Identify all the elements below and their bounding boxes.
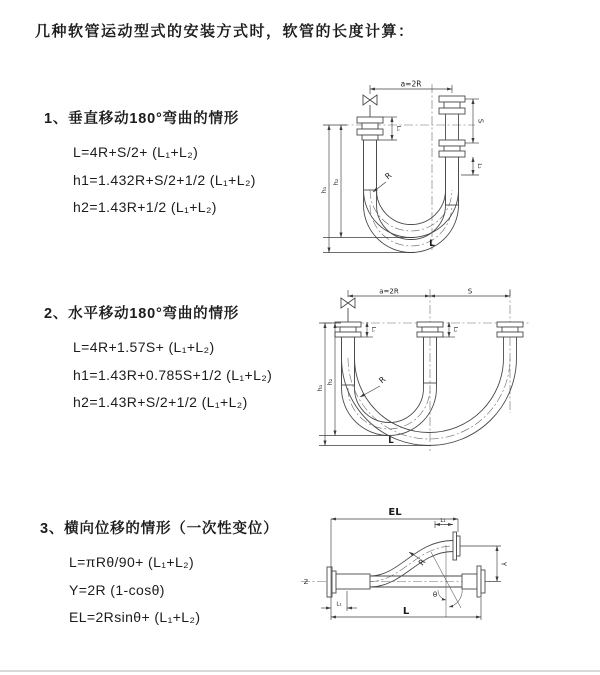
- dim-label-span: a=2R: [379, 287, 399, 296]
- formula-line: h1=1.43R+0.785S+1/2 (L₁+L₂): [73, 366, 273, 383]
- hose-body: [370, 541, 462, 588]
- dim-label-y: Y: [499, 561, 508, 567]
- section-lateral-displacement: [40, 517, 278, 632]
- braided-section: [364, 140, 377, 190]
- section-2-heading: 2、水平移动180°弯曲的情形: [44, 306, 240, 322]
- dim-label-l1-top: L₁: [440, 518, 446, 524]
- formula-line: L=4R+1.57S+ (L₁+L₂): [73, 339, 215, 355]
- dimensions: [304, 507, 508, 620]
- dim-label-l1-bottom: L₁: [336, 601, 342, 608]
- dim-label-r: R: [416, 557, 428, 568]
- formula-line: h1=1.432R+S/2+1/2 (L₁+L₂): [73, 171, 256, 188]
- dim-label-h1: h₁: [316, 384, 324, 392]
- dim-label-r: R: [377, 374, 388, 386]
- dim-label-l: L: [402, 606, 410, 617]
- dimensions: [316, 288, 510, 447]
- section-3-heading: 3、横向位移的情形（一次性变位）: [40, 521, 279, 537]
- dim-label-s: S: [476, 118, 485, 124]
- section-horizontal-180: [44, 302, 272, 417]
- dim-label-el: EL: [388, 507, 402, 518]
- dim-label-l2: L₂: [476, 163, 482, 169]
- formula-line: EL=2Rsinθ+ (L₁+L₂): [69, 609, 201, 625]
- dim-label-h1: h₁: [320, 186, 328, 194]
- centerline-z-mark: Z: [303, 578, 309, 586]
- dim-label-h2: h₂: [332, 178, 340, 186]
- valve-icon: [363, 95, 377, 105]
- dim-label-l: L: [388, 436, 394, 446]
- braided-section: [446, 157, 459, 205]
- section-vertical-180: [44, 107, 256, 222]
- dim-label-l1: L₁: [370, 326, 376, 333]
- hose-body: [342, 337, 517, 446]
- section-2-formulas: [73, 334, 272, 417]
- diagram-horizontal-180-bend: [315, 283, 600, 458]
- dim-label-l2: L₂: [452, 326, 458, 333]
- diagram-vertical-180-bend: [315, 78, 575, 258]
- dim-label-r: R: [383, 170, 394, 182]
- section-1-heading: 1、垂直移动180°弯曲的情形: [44, 111, 240, 127]
- dim-label-h2: h₂: [326, 378, 334, 386]
- dim-label-span: a=2R: [400, 79, 422, 89]
- formula-line: Y=2R (1-cosθ): [69, 581, 165, 598]
- dim-label-s: S: [467, 287, 473, 296]
- end-fittings: [357, 95, 465, 157]
- dim-label-l: L: [429, 239, 435, 249]
- diagram-lateral-displacement: [295, 495, 600, 660]
- page-edge-line: [0, 670, 600, 672]
- end-fittings: [335, 298, 523, 337]
- formula-line: L=πRθ/90+ (L₁+L₂): [69, 554, 195, 570]
- valve-icon: [341, 298, 355, 308]
- formula-line: h2=1.43R+1/2 (L₁+L₂): [73, 199, 217, 215]
- section-1-formulas: [73, 139, 256, 222]
- dim-label-l1: L₁: [395, 125, 401, 132]
- centerlines: [323, 289, 530, 451]
- section-3-formulas: [69, 549, 278, 632]
- formula-line: L=4R+S/2+ (L₁+L₂): [73, 144, 199, 160]
- page-title: 几种软管运动型式的安装方式时，软管的长度计算：: [35, 23, 415, 40]
- formula-line: h2=1.43R+S/2+1/2 (L₁+L₂): [73, 394, 248, 410]
- angle-label-theta: θ: [432, 591, 438, 599]
